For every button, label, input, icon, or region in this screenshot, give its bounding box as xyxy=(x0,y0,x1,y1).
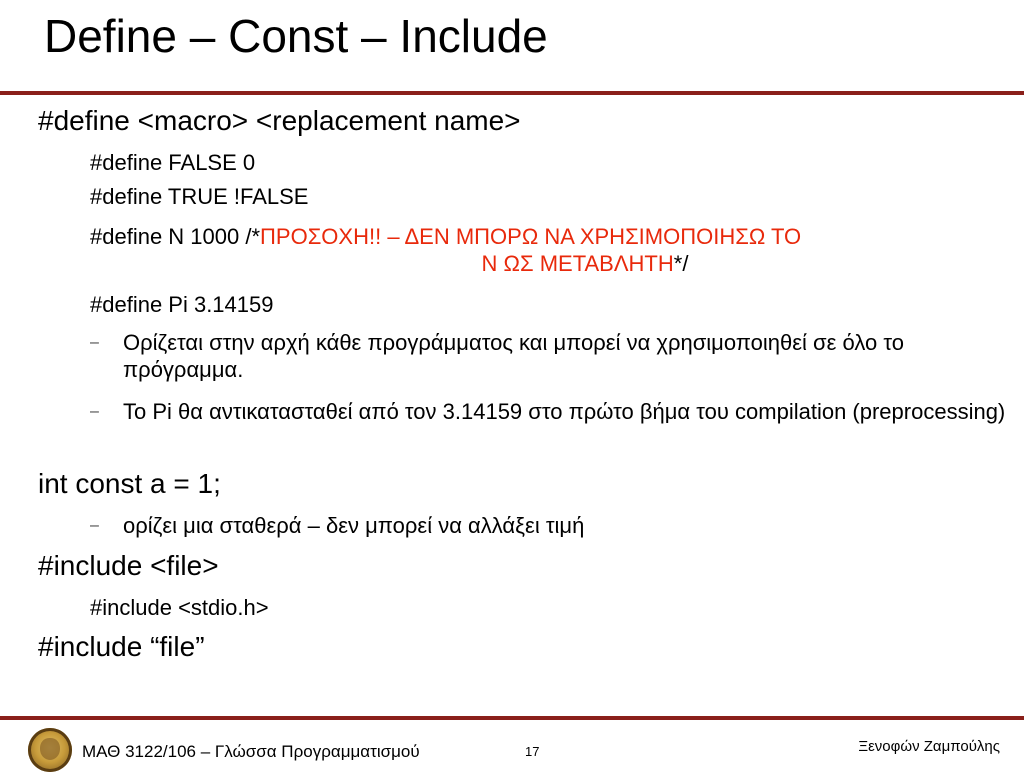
include-quoted-heading: #include “file” xyxy=(38,631,205,662)
define-n-warning: ΠΡΟΣΟΧΗ!! – ΔΕΝ ΜΠΟΡΩ ΝΑ ΧΡΗΣΙΜΟΠΟΙΗΣΩ ΤΟ xyxy=(260,224,802,249)
define-true-line: #define TRUE !FALSE xyxy=(90,184,309,209)
define-heading: #define <macro> <replacement name> xyxy=(38,105,521,136)
note-replaced: Το Pi θα αντικατασταθεί από τον 3.14159 στο πρώτο βήμα του compilation (preprocessing) xyxy=(123,399,1006,424)
page-number: 17 xyxy=(525,744,540,759)
define-n-line xyxy=(90,223,1020,277)
define-n-prefix: #define N 1000 /* xyxy=(90,224,261,249)
bullet-dash: – xyxy=(90,517,99,534)
slide-footer xyxy=(0,720,1024,768)
include-stdio-line: #include <stdio.h> xyxy=(90,595,269,620)
include-file-heading: #include <file> xyxy=(38,550,219,581)
note-defined: Ορίζεται στην αρχή κάθε προγράμματος και μπορεί να χρησιμοποιηθεί σε όλο το πρόγραμμα. xyxy=(123,330,904,382)
define-false-line: #define FALSE 0 xyxy=(90,150,256,175)
define-n-suffix: */ xyxy=(673,251,689,276)
university-seal-logo xyxy=(28,728,72,772)
title-rule xyxy=(0,91,1024,95)
bullet-dash: – xyxy=(90,334,99,351)
define-n-continuation xyxy=(90,250,1020,277)
author-name: Ξενοφών Ζαμπούλης xyxy=(858,738,1000,755)
slide-title: Define – Const – Include xyxy=(44,10,548,62)
note-const: ορίζει μια σταθερά – δεν μπορεί να αλλάξει τιμή xyxy=(123,513,585,538)
const-heading: int const a = 1; xyxy=(38,468,221,499)
define-n-warning-cont: Ν ΩΣ ΜΕΤΑΒΛΗΤΗ xyxy=(481,251,674,276)
define-pi-line: #define Pi 3.14159 xyxy=(90,292,274,317)
course-name: ΜΑΘ 3122/106 – Γλώσσα Προγραμματισμού xyxy=(82,742,420,761)
bullet-dash: – xyxy=(90,403,99,420)
